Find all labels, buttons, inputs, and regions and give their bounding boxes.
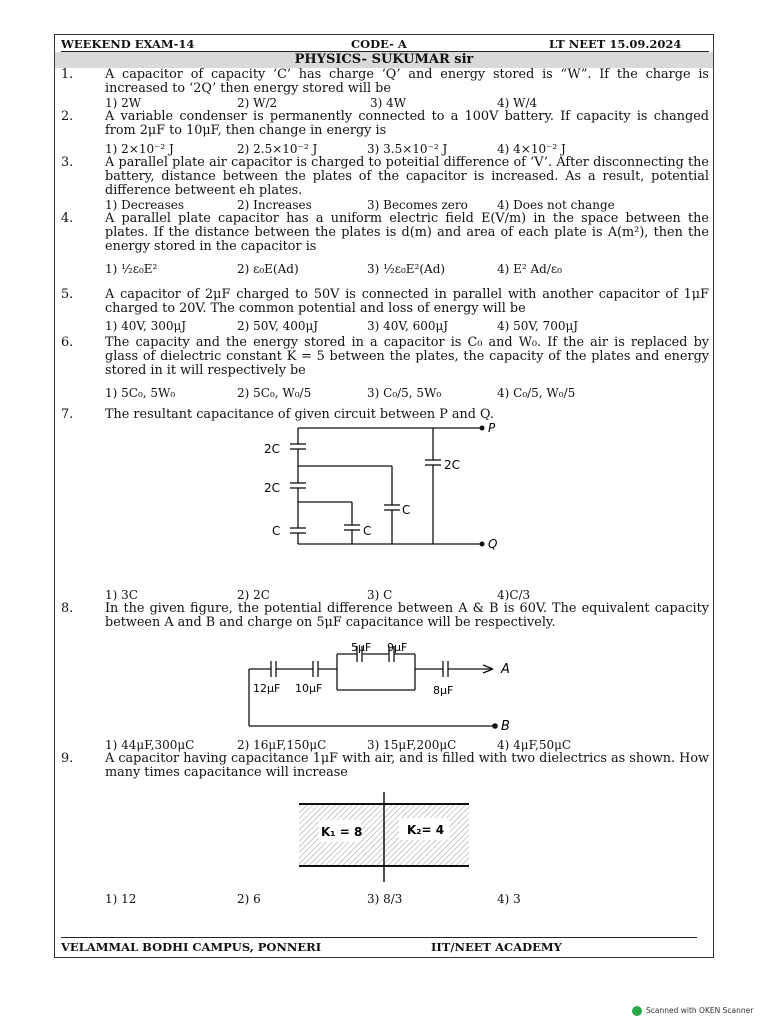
dielectric-capacitor-figure [297, 792, 471, 882]
option-3: 3) 40V, 600μJ [367, 319, 449, 333]
options [105, 198, 705, 212]
option-3: 3) 4W [370, 96, 407, 110]
label-p: P [488, 422, 496, 435]
option-2: 2) 16μF,150μC [237, 738, 327, 752]
exam-code: CODE- A [351, 37, 407, 51]
capacitor-circuit-figure [250, 422, 510, 550]
option-1: 1) 3C [105, 588, 138, 602]
question-number: 5. [61, 287, 74, 302]
option-4: 4) 50V, 700μJ [497, 319, 579, 333]
subject-title: PHYSICS- SUKUMAR sir [55, 52, 713, 68]
series-parallel-circuit-figure [247, 642, 527, 740]
option-3: 3) C [367, 588, 393, 602]
exam-page [54, 34, 714, 958]
label-q: Q [488, 537, 498, 550]
label-8uf: 8μF [433, 684, 454, 697]
footer-campus: VELAMMAL BODHI CAMPUS, PONNERI [61, 940, 322, 954]
options [105, 319, 705, 333]
option-1: 1) 40V, 300μJ [105, 319, 187, 333]
question-number: 4. [61, 211, 74, 226]
option-3: 3) 8/3 [367, 892, 403, 906]
option-3: 3) 3.5×10⁻² J [367, 142, 448, 156]
scanner-logo-icon [632, 1006, 642, 1016]
option-1: 1) 12 [105, 892, 137, 906]
label-5uf: 5μF [351, 642, 372, 654]
question-number: 6. [61, 335, 74, 350]
option-4: 4) Does not change [497, 198, 615, 212]
scanner-text: Scanned with OKEN Scanner [646, 1006, 754, 1015]
option-1: 1) 5C₀, 5W₀ [105, 386, 176, 400]
page-footer [61, 937, 697, 952]
option-2: 2) 6 [237, 892, 261, 906]
options [105, 142, 705, 156]
option-1: 1) 2W [105, 96, 142, 110]
options [105, 96, 705, 110]
footer-academy: IIT/NEET ACADEMY [431, 940, 562, 954]
question-text: The capacity and the energy stored in a capacitor is C₀ and W₀. If the air is replaced by glass of dielectric constant K = 5 between the plates, the capacity of the plates and energy stored in it will respectively be [105, 335, 709, 378]
option-2: 2) 2.5×10⁻² J [237, 142, 318, 156]
question-text: A capacitor of 2μF charged to 50V is connected in parallel with another capacitor of 1μF charged to 20V. The common potential and loss of energy will be [105, 287, 709, 316]
option-4: 4) 4μF,50μC [497, 738, 572, 752]
option-1: 1) 44μF,300μC [105, 738, 195, 752]
option-4: 4) 3 [497, 892, 521, 906]
options [105, 262, 705, 276]
question-number: 2. [61, 109, 74, 124]
option-4: 4) W/4 [497, 96, 538, 110]
option-1: 1) ½ε₀E² [105, 262, 158, 276]
question-text: In the given figure, the potential difference between A & B is 60V. The equivalent capacity between A and B and charge on 5μF capacitance will be respectively. [105, 601, 709, 630]
scanner-watermark [632, 1006, 753, 1016]
label-12uf: 12μF [253, 682, 281, 695]
label-a: A [501, 662, 510, 677]
question-text: A parallel plate capacitor has a uniform electric field E(V/m) in the space between the plates. If the distance between the plates is d(m) and area of each plate is A(m²), then the energy stored in the capacitor is [105, 211, 709, 254]
option-3: 3) Becomes zero [367, 198, 468, 212]
label-k1: K₁ = 8 [321, 825, 363, 839]
label-9uf: 9μF [387, 642, 408, 654]
option-2: 2) 50V, 400μJ [237, 319, 319, 333]
question-text: A capacitor having capacitance 1μF with air, and is filled with two dielectrics as shown. How many times capacitance will increase [105, 751, 709, 780]
label-10uf: 10μF [295, 682, 323, 695]
option-2: 2) 5C₀, W₀/5 [237, 386, 312, 400]
option-3: 3) C₀/5, 5W₀ [367, 386, 442, 400]
option-4: 4)C/3 [497, 588, 531, 602]
question-number: 7. [61, 407, 74, 422]
question-number: 3. [61, 155, 74, 170]
question-text: A parallel plate air capacitor is charged to poteitial difference of ‘V’. After disconnecting the battery, distance between the plates of the capacitor is increased. As a result, potential difference betweent eh plates. [105, 155, 709, 198]
option-3: 3) 15μF,200μC [367, 738, 457, 752]
label-k2: K₂= 4 [407, 823, 445, 837]
question-text: A variable condenser is permanently connected to a 100V battery. If capacity is changed from 2μF to 10μF, then change in energy is [105, 109, 709, 138]
label-c-left: C [272, 524, 281, 538]
question-number: 1. [61, 67, 74, 82]
label-c-inner: C [363, 524, 372, 538]
options [105, 892, 705, 906]
option-1: 1) Decreases [105, 198, 184, 212]
options [105, 386, 705, 400]
question-text: A capacitor of capacity ‘C’ has charge ‘Q’ and energy stored is “W”. If the charge is increased to ‘2Q’ then energy stored will be [105, 67, 709, 96]
options [105, 738, 705, 752]
label-c-right: C [402, 503, 411, 517]
option-3: 3) ½ε₀E²(Ad) [367, 262, 446, 276]
option-4: 4) E² Ad/ε₀ [497, 262, 562, 276]
question-number: 9. [61, 751, 74, 766]
label-b: B [501, 719, 510, 734]
exam-title: WEEKEND EXAM-14 [61, 37, 195, 51]
option-4: 4) 4×10⁻² J [497, 142, 566, 156]
exam-date: LT NEET 15.09.2024 [549, 37, 682, 51]
label-2c-right: 2C [444, 458, 461, 472]
label-2c-top: 2C [264, 442, 281, 456]
exam-header [61, 37, 709, 52]
question-number: 8. [61, 601, 74, 616]
option-4: 4) C₀/5, W₀/5 [497, 386, 576, 400]
option-2: 2) Increases [237, 198, 312, 212]
label-2c-mid: 2C [264, 481, 281, 495]
options [105, 588, 705, 602]
option-2: 2) 2C [237, 588, 270, 602]
option-1: 1) 2×10⁻² J [105, 142, 174, 156]
option-2: 2) ε₀E(Ad) [237, 262, 299, 276]
option-2: 2) W/2 [237, 96, 278, 110]
question-text: The resultant capacitance of given circuit between P and Q. [105, 407, 494, 422]
